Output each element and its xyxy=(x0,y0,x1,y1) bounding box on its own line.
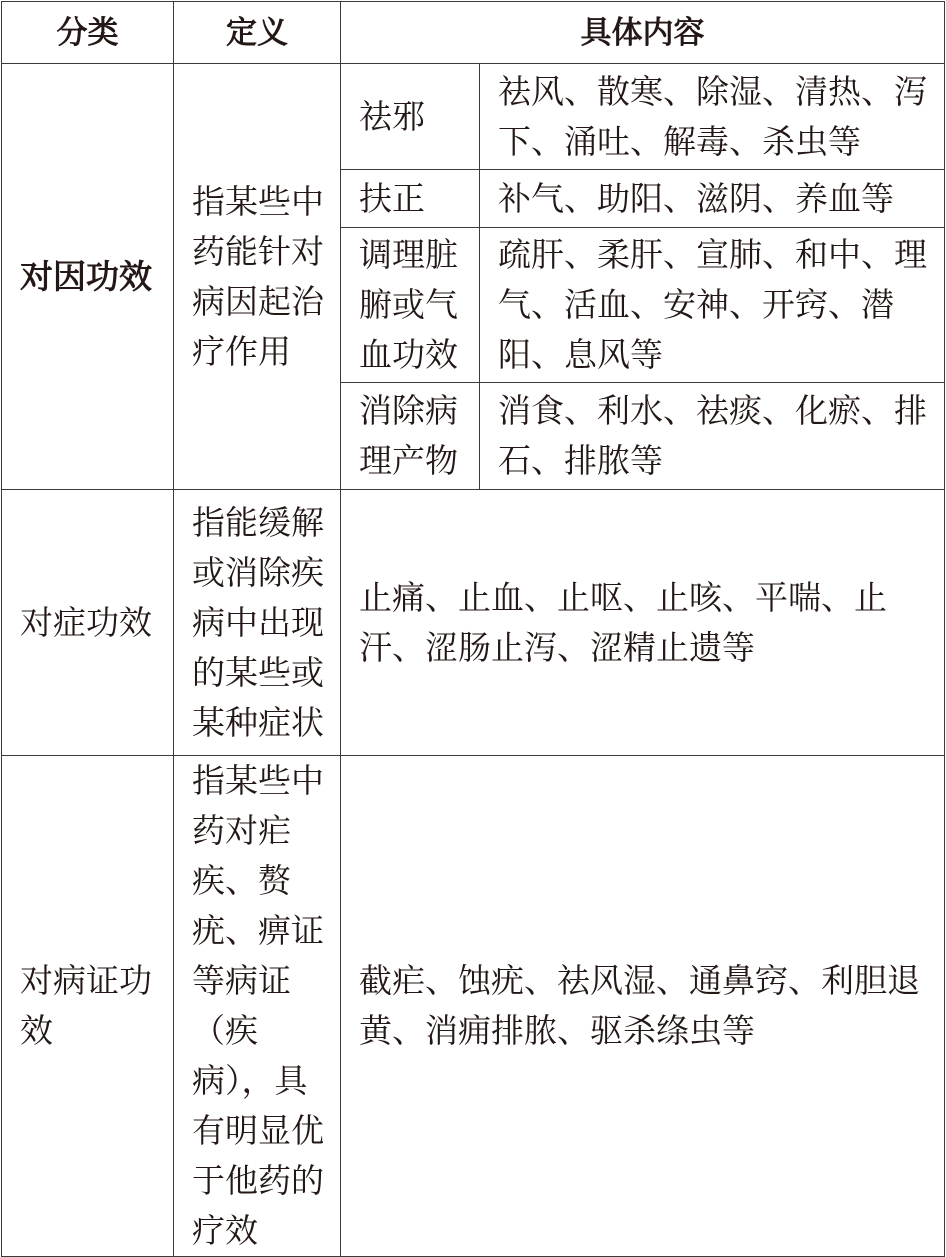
subcategory-cell: 扶正 xyxy=(341,170,480,228)
definition-cell: 指某些中药对疟疾、赘疣、痹证等病证（疾病），具有明显优于他药的疗效 xyxy=(174,756,341,1257)
content-cell: 止痛、止血、止呕、止咳、平喘、止汗、涩肠止泻、涩精止遗等 xyxy=(341,490,945,756)
content-cell: 消食、利水、祛痰、化瘀、排石、排脓等 xyxy=(480,383,945,490)
category-cell: 对病证功效 xyxy=(2,756,174,1257)
subcategory-cell: 消除病理产物 xyxy=(341,383,480,490)
efficacy-classification-table xyxy=(1,1,945,1257)
table-row xyxy=(2,490,945,756)
content-cell: 截疟、蚀疣、祛风湿、通鼻窍、利胆退黄、消痈排脓、驱杀绦虫等 xyxy=(341,756,945,1257)
table-row xyxy=(2,756,945,1257)
category-cell: 对症功效 xyxy=(2,490,174,756)
header-row xyxy=(2,2,945,64)
header-definition: 定义 xyxy=(174,2,341,64)
content-cell: 疏肝、柔肝、宣肺、和中、理气、活血、安神、开窍、潜阳、息风等 xyxy=(480,228,945,383)
header-category: 分类 xyxy=(2,2,174,64)
subcategory-cell: 调理脏腑或气血功效 xyxy=(341,228,480,383)
content-cell: 祛风、散寒、除湿、清热、泻下、涌吐、解毒、杀虫等 xyxy=(480,64,945,170)
subcategory-cell: 祛邪 xyxy=(341,64,480,170)
table-row xyxy=(2,64,945,170)
definition-cell: 指某些中药能针对病因起治疗作用 xyxy=(174,64,341,490)
content-cell: 补气、助阳、滋阴、养血等 xyxy=(480,170,945,228)
definition-cell: 指能缓解或消除疾病中出现的某些或某种症状 xyxy=(174,490,341,756)
header-content: 具体内容 xyxy=(341,2,945,64)
category-cell: 对因功效 xyxy=(2,64,174,490)
